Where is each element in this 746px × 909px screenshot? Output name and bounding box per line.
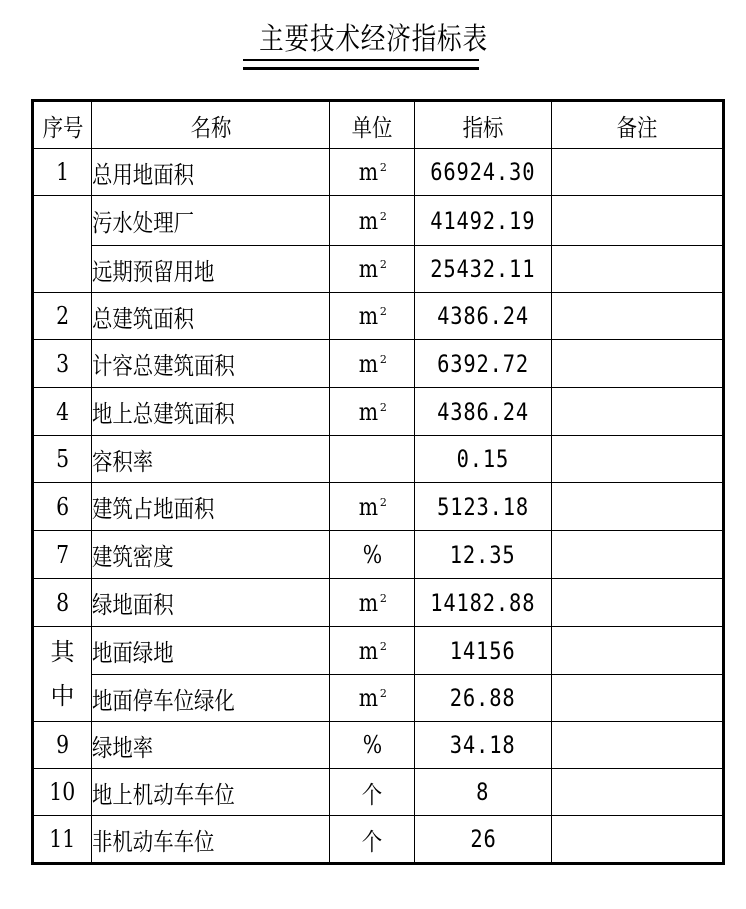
table-row (33, 196, 724, 246)
table-row (33, 531, 724, 579)
cell-note (552, 388, 724, 436)
table-row (33, 722, 724, 769)
title-underline (243, 59, 479, 61)
cell-unit: m $^2$ (330, 149, 415, 196)
cell-value: 34.18 (415, 722, 552, 769)
cell-unit: 个 (330, 769, 415, 816)
cell-unit: m $^2$ (330, 340, 415, 388)
cell-value: 66924.30 (415, 149, 552, 196)
cell-name: 总建筑面积 (92, 293, 330, 340)
cell-note (552, 246, 724, 293)
cell-note (552, 579, 724, 627)
cell-note (552, 531, 724, 579)
cell-note (552, 340, 724, 388)
cell-unit: m $^2$ (330, 246, 415, 293)
cell-unit: m $^2$ (330, 627, 415, 675)
cell-note (552, 149, 724, 196)
cell-value: 12.35 (415, 531, 552, 579)
title-underline-double (243, 67, 479, 70)
header-unit: 单位 (330, 101, 415, 149)
table-row (33, 675, 724, 722)
cell-seq: 7 (33, 531, 92, 579)
cell-value: 8 (415, 769, 552, 816)
cell-value: 25432.11 (415, 246, 552, 293)
cell-unit: 个 (330, 816, 415, 864)
cell-seq: 3 (33, 340, 92, 388)
cell-note (552, 769, 724, 816)
cell-name: 绿地面积 (92, 579, 330, 627)
cell-value: 41492.19 (415, 196, 552, 246)
cell-name: 容积率 (92, 436, 330, 483)
table-row (33, 340, 724, 388)
header-value: 指标 (415, 101, 552, 149)
header-name: 名称 (92, 101, 330, 149)
cell-unit: m $^2$ (330, 483, 415, 531)
cell-seq: 4 (33, 388, 92, 436)
cell-value: 0.15 (415, 436, 552, 483)
indicator-table (31, 99, 725, 865)
table-row (33, 579, 724, 627)
cell-value: 4386.24 (415, 388, 552, 436)
cell-unit: m $^2$ (330, 196, 415, 246)
cell-unit: m $^2$ (330, 293, 415, 340)
table-row (33, 483, 724, 531)
header-note: 备注 (552, 101, 724, 149)
cell-name: 地上总建筑面积 (92, 388, 330, 436)
header-seq: 序号 (33, 101, 92, 149)
cell-name: 地面绿地 (92, 627, 330, 675)
table-row (33, 388, 724, 436)
cell-unit: m $^2$ (330, 675, 415, 722)
cell-seq: 9 (33, 722, 92, 769)
cell-unit: m $^2$ (330, 579, 415, 627)
title-wrap (0, 10, 746, 66)
cell-note (552, 293, 724, 340)
cell-name: 绿地率 (92, 722, 330, 769)
cell-unit: % (330, 531, 415, 579)
table-row (33, 816, 724, 864)
cell-name: 建筑占地面积 (92, 483, 330, 531)
table-row (33, 293, 724, 340)
table-row (33, 436, 724, 483)
table-row (33, 246, 724, 293)
cell-seq: 10 (33, 769, 92, 816)
table-body (33, 149, 724, 864)
cell-seq: 1 (33, 149, 92, 196)
cell-value: 26.88 (415, 675, 552, 722)
cell-name: 地上机动车车位 (92, 769, 330, 816)
cell-note (552, 722, 724, 769)
cell-name: 地面停车位绿化 (92, 675, 330, 722)
cell-value: 14182.88 (415, 579, 552, 627)
cell-seq: 5 (33, 436, 92, 483)
cell-name: 建筑密度 (92, 531, 330, 579)
cell-name: 计容总建筑面积 (92, 340, 330, 388)
cell-name: 远期预留用地 (92, 246, 330, 293)
cell-note (552, 627, 724, 675)
cell-value: 26 (415, 816, 552, 864)
cell-unit: m $^2$ (330, 388, 415, 436)
cell-note (552, 816, 724, 864)
cell-note (552, 675, 724, 722)
cell-seq (33, 196, 92, 293)
cell-seq: 6 (33, 483, 92, 531)
cell-seq: 8 (33, 579, 92, 627)
cell-seq: 2 (33, 293, 92, 340)
cell-name: 非机动车车位 (92, 816, 330, 864)
table-row (33, 627, 724, 675)
cell-value: 6392.72 (415, 340, 552, 388)
cell-seq: 其 中 (33, 627, 92, 722)
cell-value: 4386.24 (415, 293, 552, 340)
page-title: 主要技术经济指标表 (258, 22, 488, 57)
table-row (33, 149, 724, 196)
cell-unit (330, 436, 415, 483)
cell-name: 污水处理厂 (92, 196, 330, 246)
table-row (33, 769, 724, 816)
cell-unit: % (330, 722, 415, 769)
cell-value: 5123.18 (415, 483, 552, 531)
cell-note (552, 483, 724, 531)
header-row (33, 101, 724, 149)
cell-seq: 11 (33, 816, 92, 864)
cell-name: 总用地面积 (92, 149, 330, 196)
cell-value: 14156 (415, 627, 552, 675)
cell-note (552, 196, 724, 246)
cell-note (552, 436, 724, 483)
